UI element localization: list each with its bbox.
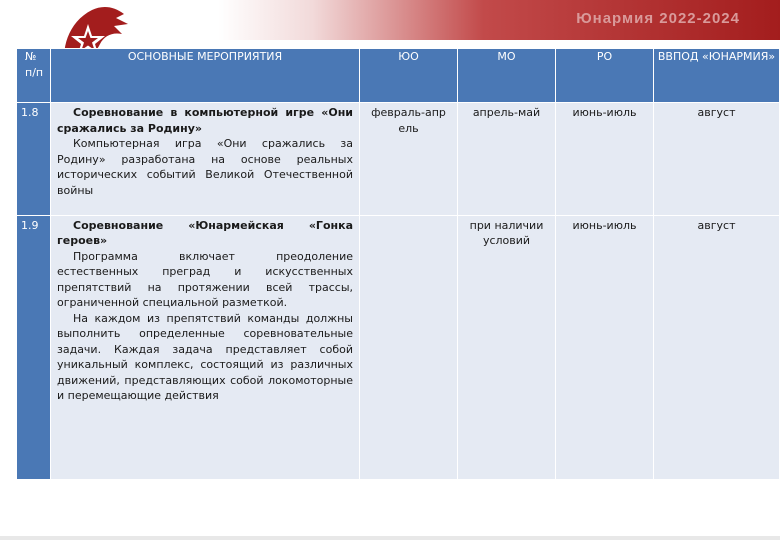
- event-desc-paragraph: Компьютерная игра «Они сражались за Родину» разработана на основе реальных исторических событий Великой Отечественной войны: [57, 137, 353, 197]
- event-cell: [51, 103, 360, 216]
- row-number: 1.8: [17, 103, 51, 216]
- vvpod-period: август: [654, 215, 780, 479]
- event-title: Соревнование в компьютерной игре «Они сражались за Родину»: [57, 106, 353, 135]
- event-desc-paragraph: На каждом из препятствий команды должны выполнить определенные соревновательные задачи. Каждая задача представляет собой уникальный комплекс, состоящий из различных движений, представляющих собой локомоторные и перемещающие действия: [57, 311, 353, 403]
- table-row: [17, 103, 780, 216]
- header-events: ОСНОВНЫЕ МЕРОПРИЯТИЯ: [51, 49, 360, 103]
- yuo-period: февраль-апр ель: [360, 103, 458, 216]
- row-number: 1.9: [17, 215, 51, 479]
- table-header-row: [17, 49, 780, 103]
- vvpod-period: август: [654, 103, 780, 216]
- ro-period: июнь-июль: [556, 103, 654, 216]
- event-description: [57, 136, 353, 198]
- page-bottom-divider: [0, 536, 780, 540]
- events-table: [16, 48, 780, 480]
- ro-period: июнь-июль: [556, 215, 654, 479]
- mo-period: апрель-май: [458, 103, 556, 216]
- header-title: Юнармия 2022-2024: [576, 10, 740, 27]
- event-title: Соревнование «Юнармейская «Гонка героев»: [57, 218, 353, 248]
- header-num: № п/п: [17, 49, 51, 103]
- header-ro: РО: [556, 49, 654, 103]
- table-row: [17, 215, 780, 479]
- event-description: [57, 249, 353, 404]
- header-yuo: ЮО: [360, 49, 458, 103]
- header-mo: МО: [458, 49, 556, 103]
- header-vvpod: ВВПОД «ЮНАРМИЯ»: [654, 49, 780, 103]
- mo-period: при наличии условий: [458, 215, 556, 479]
- event-desc-paragraph: Программа включает преодоление естественных преград и искусственных препятствий на протяжении всей трассы, ограниченной специальной разметкой.: [57, 249, 353, 310]
- yuo-period: [360, 215, 458, 479]
- event-cell: [51, 215, 360, 479]
